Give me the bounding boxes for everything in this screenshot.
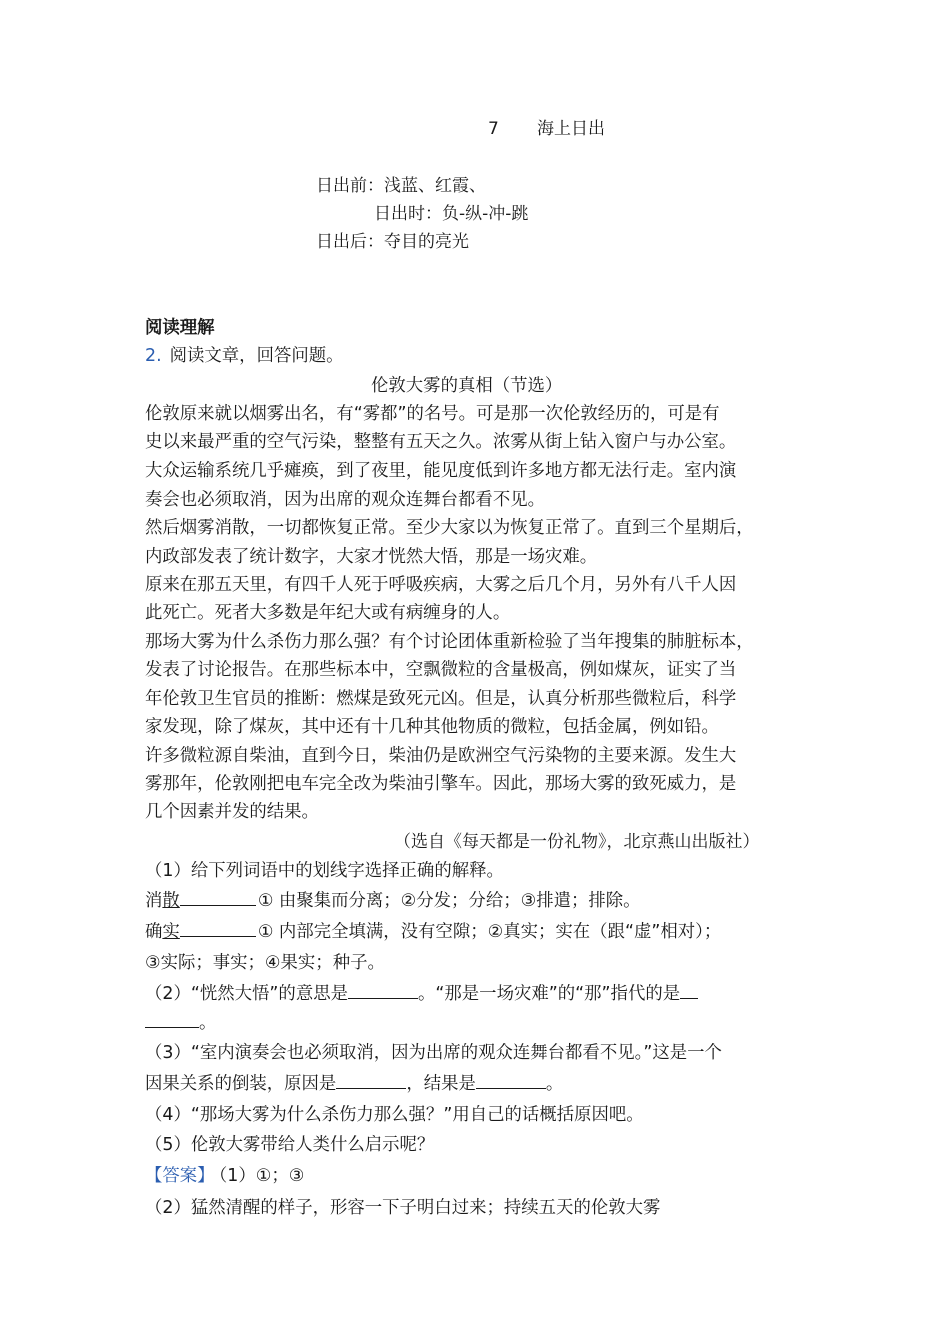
lesson-line-during: 日出时：负-纵-冲-跳 — [374, 204, 529, 224]
sub1-word1-underlined-char: 散 — [162, 891, 180, 911]
article-line: 那场大雾为什么杀伤力那么强？有个讨论团体重新检验了当年搜集的肺脏标本， — [145, 632, 754, 652]
article-line: 原来在那五天里，有四千人死于呼吸疾病，大雾之后几个月，另外有八千人因 — [145, 575, 737, 595]
article-line: 许多微粒源自柴油，直到今日，柴油仍是欧洲空气污染物的主要来源。发生大 — [145, 746, 737, 766]
sub3-end: 。 — [545, 1074, 564, 1094]
lesson-line-before: 日出前：浅蓝、红霞、 — [316, 176, 486, 196]
answer-2: （2）猛然清醒的样子，形容一下子明白过来；持续五天的伦敦大雾 — [145, 1198, 661, 1218]
answer-1: （1）①；③ — [218, 1166, 305, 1186]
article-line: 此死亡。死者大多数是年纪大或有病缠身的人。 — [145, 603, 511, 623]
section-heading: 阅读理解 — [145, 318, 215, 338]
sub1-word1-blank[interactable] — [180, 889, 256, 906]
sub1-word1-prefix: 消 — [145, 891, 163, 911]
sub1-word2-prefix: 确 — [145, 922, 163, 942]
lesson-number: 7 — [488, 119, 499, 139]
sub5-prompt: （5）伦敦大雾带给人类什么启示呢？ — [145, 1135, 435, 1155]
sub2-part2: 。“那是一场灾难”的“那”指代的是 — [418, 984, 681, 1004]
sub2-blank2-end[interactable] — [145, 1011, 199, 1028]
article-line: 年伦敦卫生官员的推断：燃煤是致死元凶。但是，认真分析那些微粒后，科学 — [145, 689, 737, 709]
lesson-line-after: 日出后：夺目的亮光 — [316, 232, 469, 252]
article-line: 大众运输系统几乎瘫痪，到了夜里，能见度低到许多地方都无法行走。室内演 — [145, 461, 737, 481]
article-line: 然后烟雾消散，一切都恢复正常。至少大家以为恢复正常了。直到三个星期后， — [145, 518, 754, 538]
question-number-suffix: . — [156, 346, 162, 366]
sub1-word1-options: ① 由聚集而分离；②分发；分给；③排遣；排除。 — [257, 891, 641, 911]
sub4-prompt: （4）“那场大雾为什么杀伤力那么强？”用自己的话概括原因吧。 — [145, 1105, 644, 1125]
sub1-word2-underlined-char: 实 — [162, 922, 180, 942]
sub2-line — [145, 982, 698, 1006]
sub3-blank-effect[interactable] — [476, 1072, 546, 1089]
article-line: 几个因素并发的结果。 — [145, 802, 319, 822]
article-line: 内政部发表了统计数字，大家才恍然大悟，那是一场灾难。 — [145, 547, 598, 567]
sub2-part1: （2）“恍然大悟”的意思是 — [145, 984, 348, 1004]
sub3-line1: （3）“室内演奏会也必须取消，因为出席的观众连舞台都看不见。”这是一个 — [145, 1043, 722, 1063]
question-prompt-line — [145, 344, 344, 368]
article-line: 伦敦原来就以烟雾出名，有“雾都”的名号。可是那一次伦敦经历的，可是有 — [145, 404, 720, 424]
sub1-word2-line — [145, 920, 721, 944]
article-line: 史以来最严重的空气污染，整整有五天之久。浓雾从街上钻入窗户与办公室。 — [145, 432, 737, 452]
sub2-line-cont — [145, 1011, 216, 1035]
sub2-blank1[interactable] — [348, 982, 418, 999]
article-line: 发表了讨论报告。在那些标本中，空飘微粒的含量极高，例如煤灰，证实了当 — [145, 660, 737, 680]
article-source: （选自《每天都是一份礼物》，北京燕山出版社） — [394, 832, 760, 852]
sub1-word2-options-cont: ③实际；事实；④果实；种子。 — [145, 953, 385, 973]
sub1-prompt: （1）给下列词语中的划线字选择正确的解释。 — [145, 861, 504, 881]
answer-label: 【答案】 — [145, 1166, 215, 1186]
sub3-part1: 因果关系的倒装，原因是 — [145, 1074, 337, 1094]
sub3-part2: ，结果是 — [406, 1074, 476, 1094]
article-line: 雾那年，伦敦刚把电车完全改为柴油引擎车。因此，那场大雾的致死威力，是 — [145, 774, 737, 794]
sub2-blank2-start[interactable] — [680, 982, 698, 999]
lesson-title: 海上日出 — [537, 119, 605, 139]
answer-line1 — [145, 1164, 304, 1188]
sub3-line2 — [145, 1072, 563, 1096]
question-prompt: 阅读文章，回答问题。 — [169, 346, 344, 366]
sub2-end: 。 — [199, 1013, 217, 1033]
article-title: 伦敦大雾的真相（节选） — [371, 376, 563, 396]
sub1-word2-options: ① 内部完全填满，没有空隙；②真实；实在（跟“虚”相对）； — [257, 922, 722, 942]
sub3-blank-cause[interactable] — [336, 1072, 406, 1089]
article-line: 家发现，除了煤灰，其中还有十几种其他物质的微粒，包括金属，例如铅。 — [145, 717, 719, 737]
question-number: 2 — [145, 346, 157, 366]
sub1-word1-line — [145, 889, 641, 913]
sub1-word2-blank[interactable] — [180, 920, 256, 937]
article-line: 奏会也必须取消，因为出席的观众连舞台都看不见。 — [145, 490, 545, 510]
